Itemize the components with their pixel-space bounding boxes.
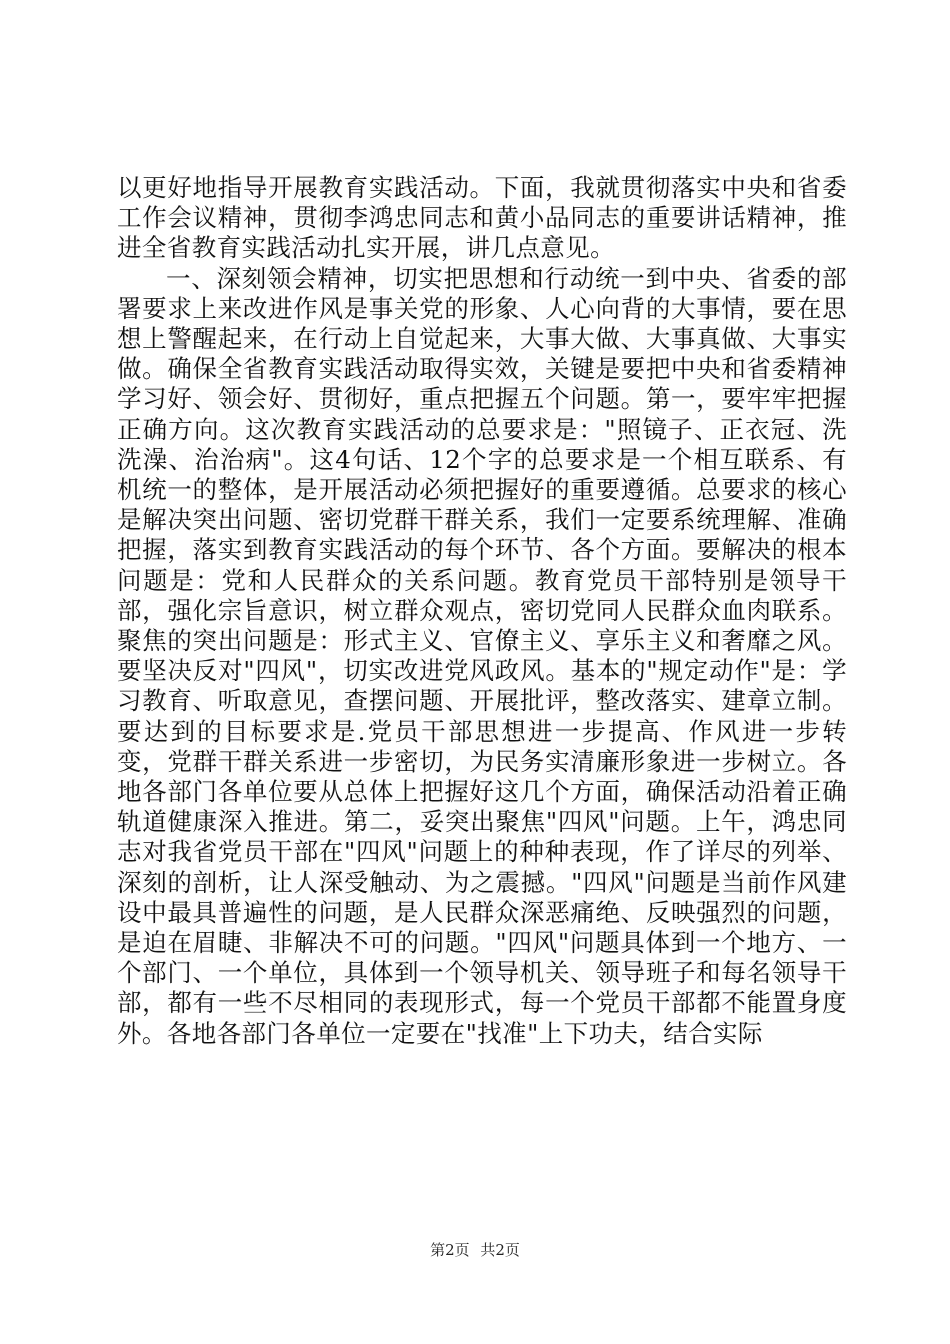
paragraph-2: 一、深刻领会精神，切实把思想和行动统一到中央、省委的部署要求上来改进作风是事关党的形象、人心向背的大事情，要在思想上警醒起来，在行动上自觉起来，大事大做、大事真做、大事实做。确保全省教育实践活动取得实效，关键是要把中央和省委精神学习好、领会好、贯彻好，重点把握五个问题。第一，要牢牢把握正确方向。这次教育实践活动的总要求是："照镜子、正衣冠、洗洗澡、治治病"。这4句话、12个字的总要求是一个相互联系、有机统一的整体，是开展活动必须把握好的重要遵循。总要求的核心是解决突出问题、密切党群干群关系，我们一定要系统理解、准确把握，落实到教育实践活动的每个环节、各个方面。要解决的根本问题是：党和人民群众的关系问题。教育党员干部特别是领导干部，强化宗旨意识，树立群众观点，密切党同人民群众血肉联系。聚焦的突出问题是：形式主义、官僚主义、享乐主义和奢靡之风。要坚决反对"四风"，切实改进党风政风。基本的"规定动作"是：学习教育、听取意见，查摆问题、开展批评，整改落实、建章立制。要达到的目标要求是.党员干部思想进一步提高、作风进一步转变，党群干群关系进一步密切，为民务实清廉形象进一步树立。各地各部门各单位要从总体上把握好这几个方面，确保活动沿着正确轨道健康深入推进。第二，妥突出聚焦"四风"问题。上午，鸿忠同志对我省党员干部在"四风"问题上的种种表现，作了详尽的列举、深刻的剖析，让人深受触动、为之震撼。"四风"问题是当前作风建设中最具普遍性的问题，是人民群众深恶痛绝、反映强烈的问题，是迫在眉睫、非解决不可的问题。"四风"问题具体到一个地方、一个部门、一个单位，具体到一个领导机关、领导班子和每名领导干部，都有一些不尽相同的表现形式，每一个党员干部都不能置身度外。各地各部门各单位一定要在"找准"上下功夫，结合实际 bbox=[117, 263, 847, 1048]
body-text bbox=[117, 173, 847, 1049]
page-total: 共2页 bbox=[480, 1241, 520, 1259]
paragraph-1: 以更好地指导开展教育实践活动。下面，我就贯彻落实中央和省委工作会议精神，贯彻李鸿忠同志和黄小品同志的重要讲话精神，推进全省教育实践活动扎实开展，讲几点意见。 bbox=[117, 173, 847, 263]
page-number: 第2页 bbox=[430, 1241, 470, 1259]
page-footer bbox=[0, 1240, 950, 1260]
